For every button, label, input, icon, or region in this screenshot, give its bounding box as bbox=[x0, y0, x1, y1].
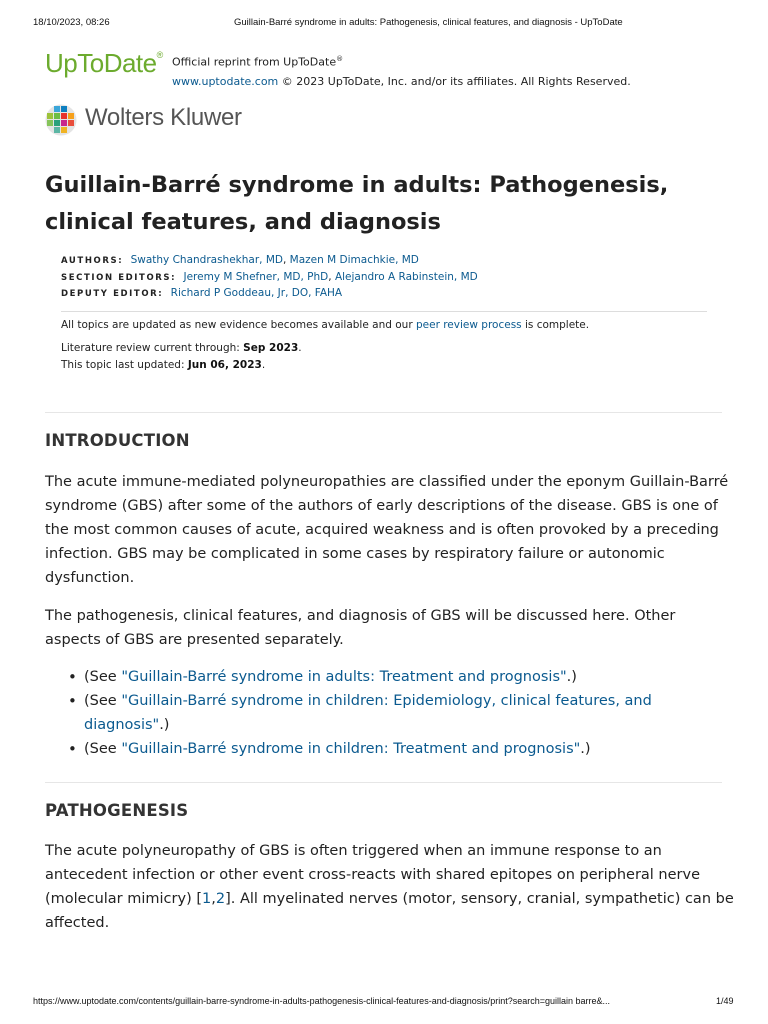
author-link[interactable]: Swathy Chandrashekhar, MD bbox=[130, 254, 283, 266]
section-editor-link[interactable]: Alejandro A Rabinstein, MD bbox=[334, 271, 478, 283]
uptodate-site-link[interactable]: www.uptodate.com bbox=[172, 74, 279, 88]
introduction-heading: INTRODUCTION bbox=[45, 431, 190, 450]
peer-review-link[interactable]: peer review process bbox=[415, 319, 522, 331]
meta-divider bbox=[61, 311, 707, 312]
literature-review-date: Literature review current through: Sep 2023. bbox=[61, 342, 302, 354]
last-updated-date: This topic last updated: Jun 06, 2023. bbox=[61, 359, 266, 371]
section-divider bbox=[45, 782, 722, 783]
uptodate-logo[interactable]: UpToDate® bbox=[45, 48, 163, 78]
introduction-paragraph: The acute immune-mediated polyneuropathies are classified under the eponym Guillain-Barré syndrome (GBS) after some of the authors of early descriptions of the disease. GBS is one of the most common causes of acute, acquired weakness and is often provoked by a preceding infection. GBS may be complicated in some cases by respiratory failure or autonomic dysfunction. bbox=[45, 474, 729, 586]
introduction-paragraph: The pathogenesis, clinical features, and diagnosis of GBS will be discussed here. Other aspects of GBS are presented separately. bbox=[45, 608, 676, 648]
list-item: • (See "Guillain-Barré syndrome in adults: Treatment and prognosis".) bbox=[84, 665, 724, 689]
authors-line: AUTHORS: Swathy Chandrashekhar, MD, Mazen M Dimachkie, MD bbox=[61, 254, 419, 266]
section-editor-link[interactable]: Jeremy M Shefner, MD, PhD bbox=[183, 271, 329, 283]
reference-link[interactable]: 2 bbox=[215, 891, 226, 907]
reference-link[interactable]: 1 bbox=[202, 891, 212, 907]
list-item: • (See "Guillain-Barré syndrome in children: Epidemiology, clinical features, and diagnosis".) bbox=[84, 689, 724, 737]
print-page-number: 1/49 bbox=[716, 996, 734, 1006]
see-link-adults-treatment[interactable]: "Guillain-Barré syndrome in adults: Treatment and prognosis" bbox=[121, 669, 567, 685]
deputy-editor-link[interactable]: Richard P Goddeau, Jr, DO, FAHA bbox=[170, 287, 343, 299]
article-title: Guillain-Barré syndrome in adults: Pathogenesis, clinical features, and diagnosis bbox=[45, 172, 669, 235]
pathogenesis-heading: PATHOGENESIS bbox=[45, 801, 189, 820]
print-datetime: 18/10/2023, 08:26 bbox=[33, 17, 110, 28]
copyright-text: © 2023 UpToDate, Inc. and/or its affiliates. All Rights Reserved. bbox=[278, 74, 631, 88]
section-editors-line: SECTION EDITORS: Jeremy M Shefner, MD, PhD, Alejandro A Rabinstein, MD bbox=[61, 271, 478, 283]
author-link[interactable]: Mazen M Dimachkie, MD bbox=[289, 254, 419, 266]
print-page-title: Guillain-Barré syndrome in adults: Pathogenesis, clinical features, and diagnosis - UpToDate bbox=[234, 17, 623, 28]
list-item: • (See "Guillain-Barré syndrome in children: Treatment and prognosis".) bbox=[84, 737, 724, 761]
print-footer-url: https://www.uptodate.com/contents/guillain-barre-syndrome-in-adults-pathogenesis-clinical-features-and-diagnosis/print?search=guillain barre&... bbox=[33, 996, 611, 1006]
section-divider bbox=[45, 412, 722, 413]
pathogenesis-paragraph: The acute polyneuropathy of GBS is often triggered when an immune response to an antecedent infection or other event cross-reacts with shared epitopes on peripheral nerve (molecular mimicry) [1,2]. All myelinated nerves (motor, sensory, cranial, sympathetic) can be affected. bbox=[45, 843, 734, 931]
reprint-notice: Official reprint from UpToDate® www.uptodate.com © 2023 UpToDate, Inc. and/or its affiliates. All Rights Reserved. bbox=[172, 55, 631, 88]
deputy-editor-line: DEPUTY EDITOR: Richard P Goddeau, Jr, DO, FAHA bbox=[61, 287, 343, 299]
wolters-kluwer-mark-icon bbox=[45, 104, 78, 136]
see-link-children-treatment[interactable]: "Guillain-Barré syndrome in children: Treatment and prognosis" bbox=[121, 741, 581, 757]
see-also-list bbox=[45, 665, 724, 761]
reprint-line: Official reprint from UpToDate bbox=[172, 55, 337, 69]
update-note: All topics are updated as new evidence becomes available and our peer review process is complete. bbox=[61, 319, 590, 331]
see-link-children-diagnosis[interactable]: "Guillain-Barré syndrome in children: Epidemiology, clinical features, and diagnosis" bbox=[84, 693, 652, 733]
